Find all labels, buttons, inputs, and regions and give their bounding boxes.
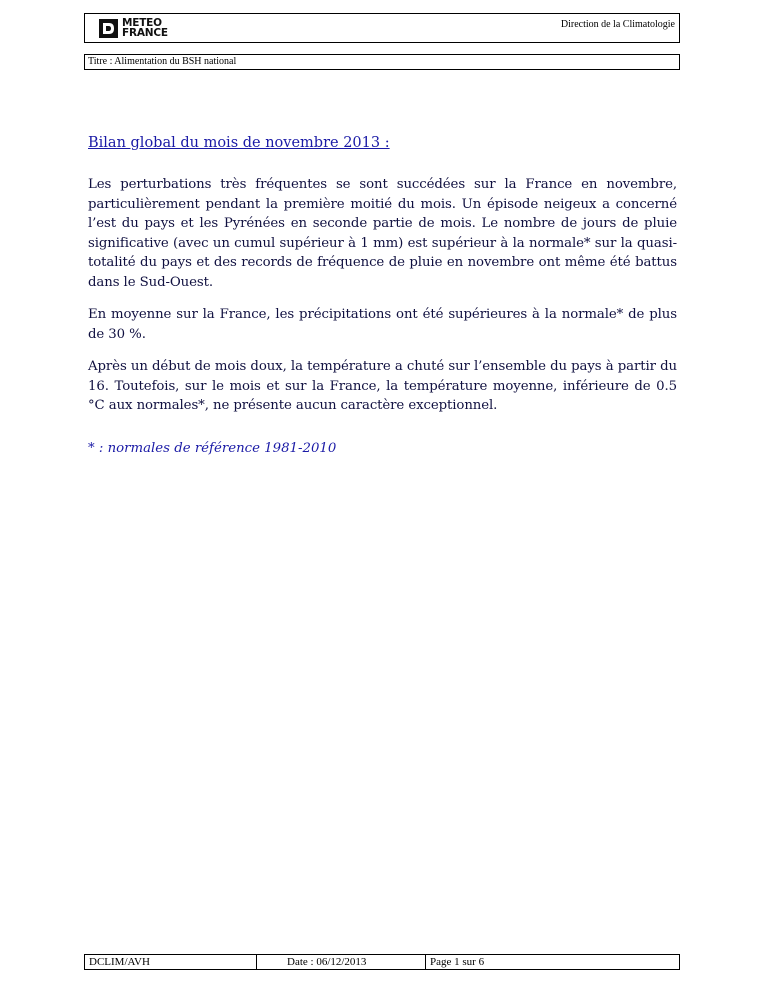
document-body [88, 135, 677, 456]
header-box [84, 13, 680, 43]
logo-text-line1: METEO [122, 17, 162, 29]
footnote-normals: * : normales de référence 1981-2010 [88, 440, 337, 456]
paragraph-precipitation: En moyenne sur la France, les précipitations ont été supérieures à la normale* de plus de 30 %. [88, 307, 677, 342]
logo-text-line2: FRANCE [122, 27, 168, 39]
page-footer [84, 954, 680, 970]
paragraph-temperature: Après un début de mois doux, la température a chuté sur l’ensemble du pays à partir du 16. Toutefois, sur le mois et sur la France, la température moyenne, inférieure de 0.5 °C aux normales*, ne présente aucun caractère exceptionnel. [88, 359, 677, 413]
section-heading: Bilan global du mois de novembre 2013 : [88, 135, 390, 151]
meteo-france-logo-icon [99, 19, 118, 38]
paragraph-summary: Les perturbations très fréquentes se sont succédées sur la France en novembre, particulièrement pendant la première moitié du mois. Un épisode neigeux a concerné l’est du pays et les Pyrénées en seconde partie de mois. Le nombre de jours de pluie significative (avec un cumul supérieur à 1 mm) est supérieur à la normale* sur la quasi-totalité du pays et des records de fréquence de pluie en novembre ont même été battus dans le Sud-Ouest. [88, 177, 677, 290]
document-title-bar: Titre : Alimentation du BSH national [84, 54, 680, 70]
footer-reference: DCLIM/AVH [85, 955, 257, 969]
footer-page-number: Page 1 sur 6 [430, 956, 485, 968]
footer-date: Date : 06/12/2013 [257, 955, 426, 969]
meteo-france-logo [99, 17, 168, 39]
department-label: Direction de la Climatologie [560, 19, 675, 30]
